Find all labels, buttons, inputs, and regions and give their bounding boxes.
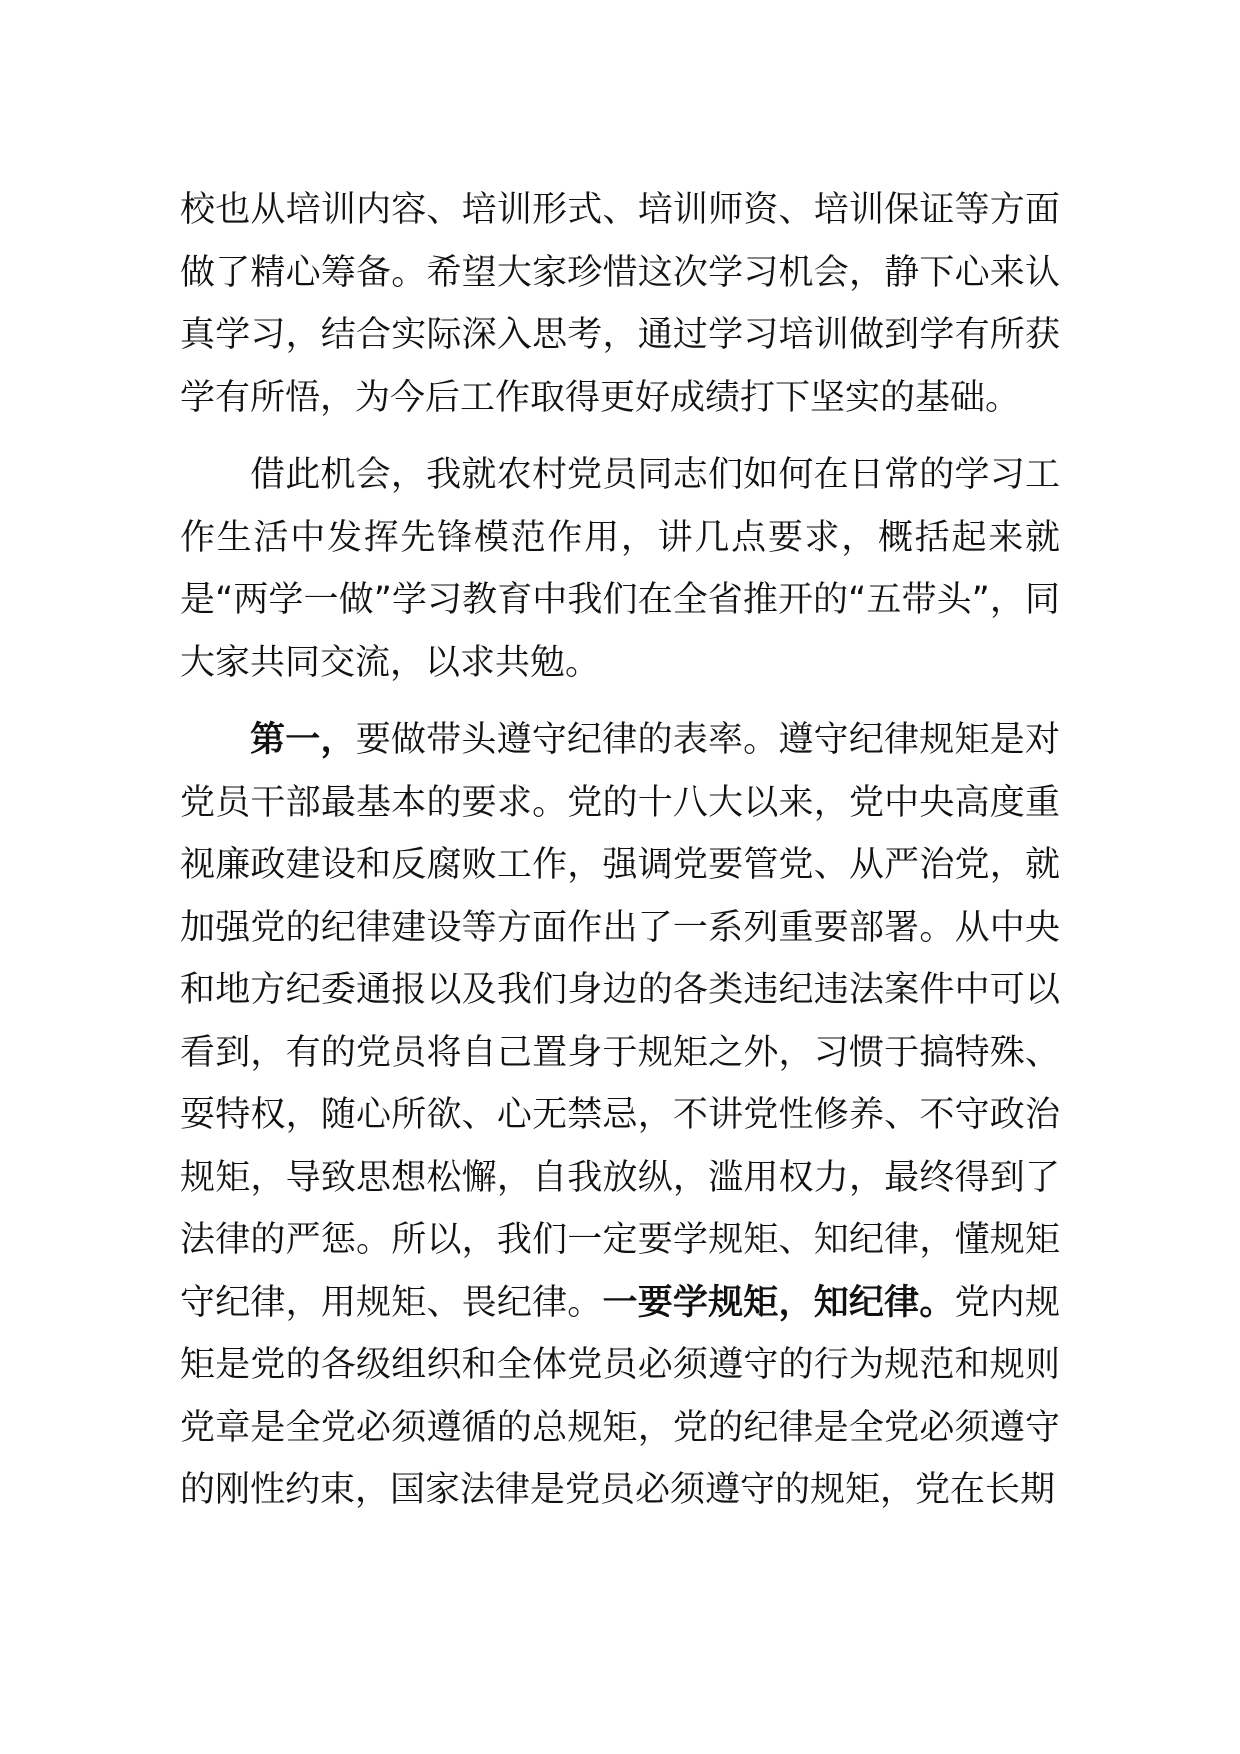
paragraph-text: 借此机会，我就农村党员同志们如何在日常的学习工作生活中发挥先锋模范作用，讲几点要求，概括起来就是“两学一做”学习教育中我们在全省推开的“五带头”，同大家共同交流，以求共勉。 xyxy=(180,455,1060,683)
paragraph-first-requirement xyxy=(180,709,1060,1522)
paragraph-text: 校也从培训内容、培训形式、培训师资、培训保证等方面做了精心筹备。希望大家珍惜这次学习机会，静下心来认真学习，结合实际深入思考，通过学习培训做到学有所获学有所悟，为今后工作取得更好成绩打下坚实的基础。 xyxy=(180,190,1060,418)
paragraph-text: 党内规矩是党的各级组织和全体党员必须遵守的行为规范和规则党章是全党必须遵循的总规矩，党的纪律是全党必须遵守的刚性约束，国家法律是党员必须遵守的规矩，党在长期 xyxy=(180,1282,1060,1510)
body-text xyxy=(180,179,1060,1537)
bold-subheading: 一要学规矩，知纪律。 xyxy=(602,1282,955,1323)
paragraph-text: 要做带头遵守纪律的表率。遵守纪律规矩是对党员干部最基本的要求。党的十八大以来，党中央高度重视廉政建设和反腐败工作，强调党要管党、从严治党，就加强党的纪律建设等方面作出了一系列重要部署。从中央和地方纪委通报以及我们身边的各类违纪违法案件中可以看到，有的党员将自己置身于规矩之外，习惯于搞特殊、耍特权，随心所欲、心无禁忌，不讲党性修养、不守政治规矩，导致思想松懈，自我放纵，滥用权力，最终得到了法律的严惩。所以，我们一定要学规矩、知纪律，懂规矩守纪律，用规矩、畏纪律。 xyxy=(180,720,1060,1323)
paragraph-lead: 第一， xyxy=(250,720,356,760)
paragraph-continuation xyxy=(180,179,1060,429)
paragraph-opportunity xyxy=(180,444,1060,694)
